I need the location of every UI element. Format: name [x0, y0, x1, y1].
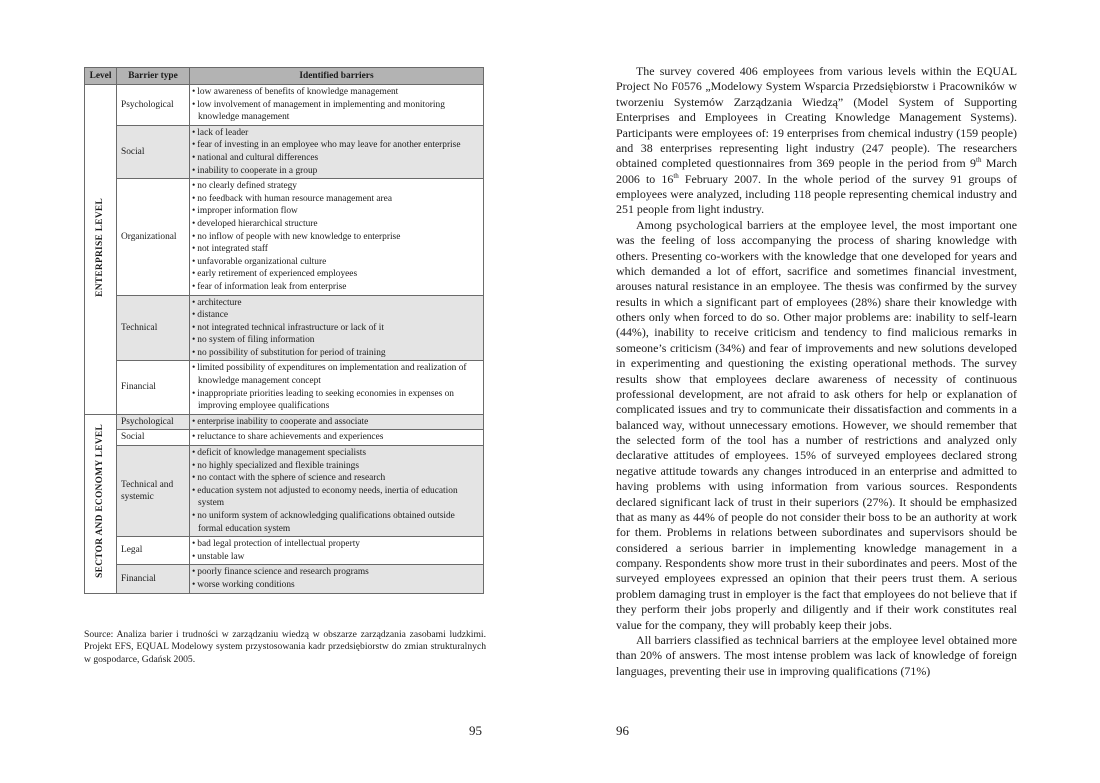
barriers-cell — [190, 295, 484, 361]
barrier-item: • inability to cooperate in a group — [192, 165, 481, 178]
barriers-table — [84, 67, 484, 594]
barrier-item: • bad legal protection of intellectual property — [192, 538, 481, 551]
barrier-type-cell: Technical and systemic — [117, 446, 190, 537]
barriers-cell — [190, 125, 484, 178]
paragraph-text: The survey covered 406 employees from various levels within the EQUAL Project No F0576 „Modelowy System Wsparcia Przedsiębiorstw i Pracowników w tworzeniu Systemów Zarządzania Wiedzą” (Model System of Supporting Enterprises and Employees in Creating Knowledge Management Systems). Participants were employees of: 19 enterprises from chemical industry (159 people) and 38 enterprises representing light industry (247 people). The researchers obtained completed questionnaires from 369 people in the period from 9 — [616, 64, 1017, 171]
ordinal-suffix: th — [673, 171, 679, 180]
barrier-type-cell: Financial — [117, 361, 190, 414]
barrier-item: • low awareness of benefits of knowledge management — [192, 86, 481, 99]
barrier-item: • lack of leader — [192, 127, 481, 140]
barrier-type-cell: Psychological — [117, 85, 190, 126]
barrier-item: • inappropriate priorities leading to seeking economies in expenses on improving employee qualifications — [192, 388, 481, 413]
barriers-cell — [190, 85, 484, 126]
barrier-type-cell: Organizational — [117, 179, 190, 295]
barrier-type-cell: Financial — [117, 565, 190, 593]
barrier-item: • poorly finance science and research programs — [192, 566, 481, 579]
ordinal-suffix: th — [976, 156, 982, 165]
barrier-item: • education system not adjusted to economy needs, inertia of education system — [192, 485, 481, 510]
level-label-enterprise: ENTERPRISE LEVEL — [95, 197, 106, 297]
table-row — [85, 430, 484, 446]
barrier-item: • no contact with the sphere of science and research — [192, 472, 481, 485]
table-row — [85, 295, 484, 361]
level-cell-sector-economy — [85, 414, 117, 593]
barriers-cell — [190, 361, 484, 414]
barrier-item: • low involvement of management in implementing and monitoring knowledge management — [192, 99, 481, 124]
table-source-note: Source: Analiza barier i trudności w zarządzaniu wiedzą w obszarze zarządzania zasobami ludzkimi. Projekt EFS, EQUAL Modelowy system przystosowania kadr przedsiębiorstw do zmian strukturalnych w gospodarce, Gdańsk 2005. — [84, 629, 486, 665]
barrier-item: • fear of investing in an employee who may leave for another enterprise — [192, 139, 481, 152]
table-row — [85, 414, 484, 430]
header-identified-barriers: Identified barriers — [190, 68, 484, 85]
table-row — [85, 537, 484, 565]
barriers-cell — [190, 414, 484, 430]
barrier-item: • enterprise inability to cooperate and associate — [192, 416, 481, 429]
header-barrier-type: Barrier type — [117, 68, 190, 85]
barrier-type-cell: Technical — [117, 295, 190, 361]
barrier-item: • fear of information leak from enterprise — [192, 281, 481, 294]
barrier-type-cell: Legal — [117, 537, 190, 565]
table-row — [85, 125, 484, 178]
paragraph-text: March 2006 to 16 — [616, 156, 1017, 186]
barrier-item: • not integrated staff — [192, 243, 481, 256]
barrier-type-cell: Social — [117, 125, 190, 178]
barrier-item: • national and cultural differences — [192, 152, 481, 165]
barriers-cell — [190, 446, 484, 537]
barrier-item: • no system of filing information — [192, 334, 481, 347]
barrier-item: • no highly specialized and flexible trainings — [192, 460, 481, 473]
table-row — [85, 85, 484, 126]
barriers-cell — [190, 565, 484, 593]
page-number-left: 95 — [469, 723, 482, 738]
barrier-item: • architecture — [192, 297, 481, 310]
barriers-cell — [190, 430, 484, 446]
barrier-item: • no clearly defined strategy — [192, 180, 481, 193]
barriers-cell — [190, 537, 484, 565]
barrier-type-cell: Psychological — [117, 414, 190, 430]
table-row — [85, 446, 484, 537]
barrier-item: • no inflow of people with new knowledge to enterprise — [192, 231, 481, 244]
table-row — [85, 179, 484, 295]
paragraph — [616, 64, 1017, 218]
barrier-item: • no possibility of substitution for period of training — [192, 347, 481, 360]
barrier-item: • developed hierarchical structure — [192, 218, 481, 231]
barrier-item: • unfavorable organizational culture — [192, 256, 481, 269]
barrier-item: • no uniform system of acknowledging qualifications obtained outside formal education system — [192, 510, 481, 535]
level-label-sector-economy: SECTOR AND ECONOMY LEVEL — [95, 424, 106, 579]
barrier-item: • no feedback with human resource management area — [192, 193, 481, 206]
barrier-item: • distance — [192, 309, 481, 322]
table-row — [85, 361, 484, 414]
paragraph: All barriers classified as technical barriers at the employee level obtained more than 20% of answers. The most intense problem was lack of knowledge of foreign languages, preventing their use in improving qualifications (71%) — [616, 632, 1017, 678]
right-page — [550, 0, 1100, 783]
level-cell-enterprise — [85, 85, 117, 415]
barrier-item: • reluctance to share achievements and experiences — [192, 431, 481, 444]
body-text — [616, 64, 1017, 679]
barrier-item: • improper information flow — [192, 205, 481, 218]
paragraph-text: February 2007. In the whole period of the survey 91 groups of employees were analyzed, including 118 people representing chemical industry and 251 people from light industry. — [616, 171, 1017, 217]
barrier-item: • limited possibility of expenditures on implementation and realization of knowledge management concept — [192, 362, 481, 387]
barrier-item: • not integrated technical infrastructure or lack of it — [192, 322, 481, 335]
barrier-item: • deficit of knowledge management specialists — [192, 447, 481, 460]
barrier-type-cell: Social — [117, 430, 190, 446]
barriers-cell — [190, 179, 484, 295]
page-number-right: 96 — [616, 723, 629, 738]
paragraph: Among psychological barriers at the employee level, the most important one was the feeling of loss accompanying the process of sharing knowledge with others. Presenting co-workers with the knowledge that one developed for years and which demanded a lot of effort, sacrifice and sometimes financial investment, arouses natural resistance in an employee. The thesis was confirmed by the survey results in which a significant part of employees (28%) share their knowledge with others only when forced to do so. Other major problems are: inability to self-learn (44%), inability to receive criticism and tendency to find malicious remarks in someone’s criticism (34%) and fear of improvements and new solutions developed in experimenting and questioning the existing operational methods. The survey results show that employees declare awareness of necessity of continuous professional development, are not afraid to ask others for help or explanation of complicated issues and try to communicate their dissatisfaction and comments in a balanced way, without unnecessary emotions. However, we should remember that the selected form of the tool has a number of restrictions and analyzed only declarative attitudes of employees. 15% of surveyed employees declared strong negative attitude towards any changes introduced in an enterprise and admitted to having problems with using information from various sources. Respondents declared significant lack of trust in their superiors (27%). It should be emphasized that as many as 44% of people do not consider their boss to be an authority at work for them. Problems in relations between subordinates and supervisors should be considered a serious barrier in implementing knowledge management in a company. Respondents show more trust in their subordinates and peers. Most of the surveyed employees expressed an opinion that their peers trust them. A serious problem damaging trust in employer is the fact that employees do not believe that if they perform their jobs properly and diligently and if their work constitutes real value for the company, they will probably keep their jobs. — [616, 217, 1017, 632]
barrier-item: • worse working conditions — [192, 579, 481, 592]
barrier-item: • early retirement of experienced employees — [192, 268, 481, 281]
barrier-item: • unstable law — [192, 551, 481, 564]
table-header-row — [85, 68, 484, 85]
header-level: Level — [85, 68, 117, 85]
table-row — [85, 565, 484, 593]
